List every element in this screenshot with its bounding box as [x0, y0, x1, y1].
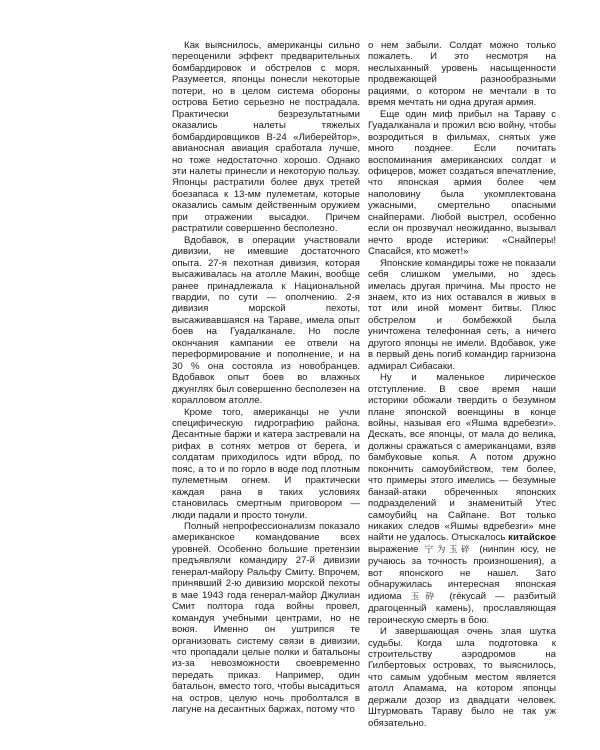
left-text-column [172, 40, 360, 716]
inline-text: (гёкусай — разбитый драгоценный камень), прославляющая героическую смерть в бою. [368, 590, 557, 626]
right-text-column [368, 40, 556, 729]
paragraph: Кроме того, американцы не учли специфическую гидрографию района. Десантные баржи и катера застревали на рифах в сотнях метров от берега, и солдатам приходилось идти вброд, по пояс, а то и по горло в воде под плотным пулеметным огнем. И практически каждая рана в таких условиях становилась смертным приговором — люди падали и просто тонули. [172, 406, 360, 521]
inline-text: выражение [368, 543, 425, 555]
inline-text: (нинпин юсу, не ручаюсь за точность произношения), а вот японского не нашел. Зато обнаружилась интересная японская идиома [368, 543, 556, 602]
paragraph: Еще один миф прибыл на Тараву с Гуадалканала и прожил всю войну, чтобы возродиться в фильмах, снятых уже много позднее. Если почитать воспоминания американских солдат и офицеров, может создаться впечатление, что японская армия более чем наполовину была укомплектована ужасными, смертельно опасными снайперами. Любой выстрел, особенно если он прозвучал неожиданно, вызывал нечто вроде истерики: «Снайперы! Спасайся, кто может!» [368, 108, 556, 258]
paragraph: Японские командиры тоже не показали себя слишком умелыми, но здесь имелась другая причина. Мы просто не знаем, кто из них оставался в живых в тот или иной момент битвы. Плюс обстрелом и бомбежкой была уничтожена телефонная сеть, а ничего другого японцы не имели. Вдобавок, уже в первый день погиб командир гарнизона адмирал Сибасаки. [368, 257, 556, 372]
paragraph: И завершающая очень злая шутка судьбы. Когда шла подготовка к строительству аэродромов на Гилбертовых островах, то выяснилось, что самым удобным местом является атолл Апамама, на котором японцы держали дозор из двадцати человек. Штурмовать Тараву было не так уж обязательно. [368, 626, 556, 729]
paragraph: Как выяснилось, американцы сильно переоценили эффект предварительных бомбардировок и обстрелов с моря. Разумеется, японцы понесли некоторые потери, но в целом система обороны острова Бетио серьезно не пострадала. Практически безрезультатными оказались налеты тяжелых бомбардировщиков B-24 «Либерейтор», авианосная авиация сработала лучше, но тоже недостаточно хорошо. Однако эти налеты принесли и некоторую пользу. Японцы растратили более двух третей боезапаса к 13-мм пулеметам, которые оказались самым действенным оружием при отражении высадки. Причем растратили совершенно бесполезно. [172, 40, 360, 235]
japanese-idiom: 玉砕 [410, 591, 441, 602]
paragraph: Вдобавок, в операции участвовали дивизии, не имевшие достаточного опыта. 27-я пехотная дивизия, которая высаживалась на атолле Макин, вообще ранее принадлежала к Национальной гвардии, по сути — ополчению. 2-я дивизия морской пехоты, высаживавшаяся на Тараве, имела опыт боев на Гуадалканале. Но после окончания кампании ее отвели на переформирование и пополнение, и на 30 % она состояла из новобранцев. Вдобавок опыт боев во влажных джунглях был совершенно бесполезен на коралловом атолле. [172, 234, 360, 407]
paragraph: о нем забыли. Солдат можно только пожалеть. И это несмотря на неслыханный уровень насыщенности продвежающей разнообразными рациями, о котором не мечтали в то время мечтать ни одна другая армия. [368, 40, 556, 109]
paragraph: Полный непрофессионализм показало американское командование всех уровней. Особенно большие претензии предъявляли командиру 27-й дивизии генерал-майору Ральфу Смиту. Впрочем, принявший 2-ю дивизию морской пехоты в мае 1943 года генерал-майор Джулиан Смит полтора года войны провел, командуя учебными центрами, но не воюя. Именно он уштрипся те организовать систему связи в дивизии, что пропадали целые полки и батальоны из-за невозможности своевременно передать приказ. Например, один батальон, вместо того, чтобы высадиться на остров, целую ночь проболтался в лагуне на десантных баржах, потому что [172, 521, 360, 716]
bold-term: китайское [508, 532, 556, 544]
chinese-phrase: 宁为玉碎 [424, 544, 474, 555]
paragraph-text: Ну и маленькое лирическое отступление. В свое время наши историки обожали твердить о безумном плане японской военщины в конце войны, называя его «Яшма вдребезги». Дескать, все японцы, от мала до велика, должны сражаться с американцами, взяв бамбуковые копья. А потом дружно покончить самоубийством, тем более, что примеры этого имелись — безумные банзай-атаки обреченных японских подразделений и знаменитый Утес самоубийц на Сайпане. Вот только никаких следов «Яшмы вдребезги» мне найти не удалось. Отыскалось [368, 372, 556, 544]
paragraph-with-idioms [368, 372, 556, 626]
